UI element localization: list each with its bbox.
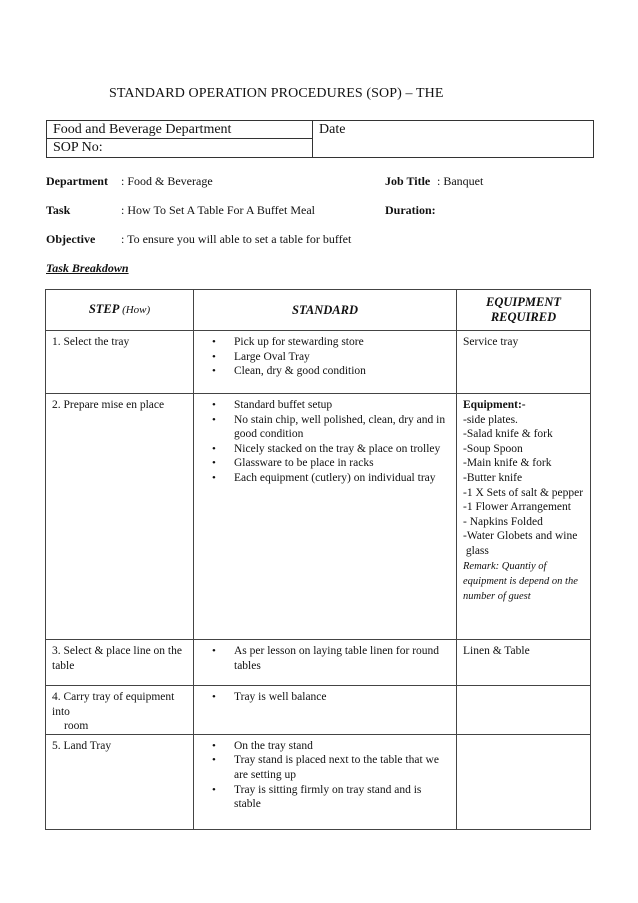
equipment-item: -Soup Spoon: [463, 442, 523, 455]
header-step: [46, 290, 194, 331]
step-label: [46, 686, 193, 734]
standard-list: [194, 640, 456, 673]
table-row: [46, 686, 591, 735]
standard-list: [194, 686, 456, 705]
step-label: 3. Select & place line on the table: [52, 645, 182, 672]
department-label: Department: [46, 174, 108, 188]
equipment-remark: Remark: Quantiy of equipment is depend on the number of guest: [463, 560, 578, 602]
equipment-item: -Butter knife: [463, 471, 523, 484]
objective-label: Objective: [46, 232, 96, 246]
header-department: Food and Beverage Department: [53, 122, 232, 137]
standard-item: • Standard buffet setup: [234, 398, 450, 413]
standard-item: • Tray is sitting firmly on tray stand and is stable: [234, 783, 450, 812]
step-label: 5. Land Tray: [52, 739, 112, 752]
header-sop-no: SOP No:: [53, 140, 103, 155]
equipment-text: Service tray: [463, 336, 519, 348]
equipment-list: [457, 394, 590, 604]
equipment-item: -1 Flower Arrangement: [463, 501, 571, 514]
header-step-hint: (How): [122, 304, 151, 317]
table-header-row: [46, 290, 591, 331]
step-label-continued: room: [64, 720, 89, 733]
step-label-line: 4. Carry tray of equipment into: [52, 691, 175, 718]
header-standard: STANDARD: [194, 290, 457, 331]
equipment-item: - Napkins Folded: [463, 515, 543, 528]
job-title-label: Job Title: [385, 174, 431, 188]
standard-item: • Large Oval Tray: [234, 350, 450, 365]
equipment-item: -side plates.: [463, 413, 518, 426]
task-label: Task: [46, 203, 71, 217]
header-box-row-divider: [47, 138, 312, 139]
equipment-item: -Water Globets and wine: [463, 530, 578, 543]
objective-value: : To ensure you will able to set a table for buffet: [121, 232, 352, 246]
step-label: 1. Select the tray: [52, 336, 130, 348]
task-breakdown-table: [45, 289, 591, 830]
table-row: [46, 331, 591, 394]
equipment-text: [457, 735, 590, 739]
equipment-item: -1 X Sets of salt & pepper: [463, 486, 584, 499]
header-equipment: EQUIPMENT REQUIRED: [457, 290, 591, 331]
document-title: STANDARD OPERATION PROCEDURES (SOP) – THE: [109, 86, 444, 101]
table-row: [46, 734, 591, 829]
table-row: [46, 394, 591, 640]
equipment-text: Linen & Table: [463, 645, 530, 657]
standard-item: • Glassware to be place in racks: [234, 456, 450, 471]
standard-item: • Pick up for stewarding store: [234, 335, 450, 350]
standard-list: [194, 735, 456, 812]
standard-item: • Tray stand is placed next to the table that we are setting up: [234, 753, 450, 782]
department-value: : Food & Beverage: [121, 174, 213, 188]
standard-item: • Tray is well balance: [234, 690, 450, 705]
header-box-divider: [312, 121, 313, 157]
equipment-heading: Equipment:-: [463, 399, 526, 411]
equipment-item: -Salad knife & fork: [463, 428, 553, 441]
header-date: Date: [319, 122, 346, 137]
task-breakdown-heading: Task Breakdown: [46, 261, 129, 275]
equipment-item: glass: [463, 544, 489, 557]
table-row: [46, 640, 591, 686]
equipment-item: -Main knife & fork: [463, 457, 552, 470]
standard-item: • On the tray stand: [234, 739, 450, 754]
header-step-label: STEP: [88, 302, 119, 317]
standard-list: [194, 331, 456, 379]
standard-list: [194, 394, 456, 486]
standard-item: • Nicely stacked on the tray & place on trolley: [234, 442, 450, 457]
job-title-value: : Banquet: [437, 174, 484, 188]
standard-item: • Each equipment (cutlery) on individual tray: [234, 471, 450, 486]
standard-item: • Clean, dry & good condition: [234, 364, 450, 379]
step-label: 2. Prepare mise en place: [52, 399, 165, 411]
task-value: : How To Set A Table For A Buffet Meal: [121, 203, 315, 217]
standard-item: • As per lesson on laying table linen for round tables: [234, 644, 450, 673]
header-box: [46, 120, 594, 158]
equipment-text: [457, 686, 590, 690]
standard-item: • No stain chip, well polished, clean, dry and in good condition: [234, 413, 450, 442]
duration-label: Duration:: [385, 203, 436, 217]
